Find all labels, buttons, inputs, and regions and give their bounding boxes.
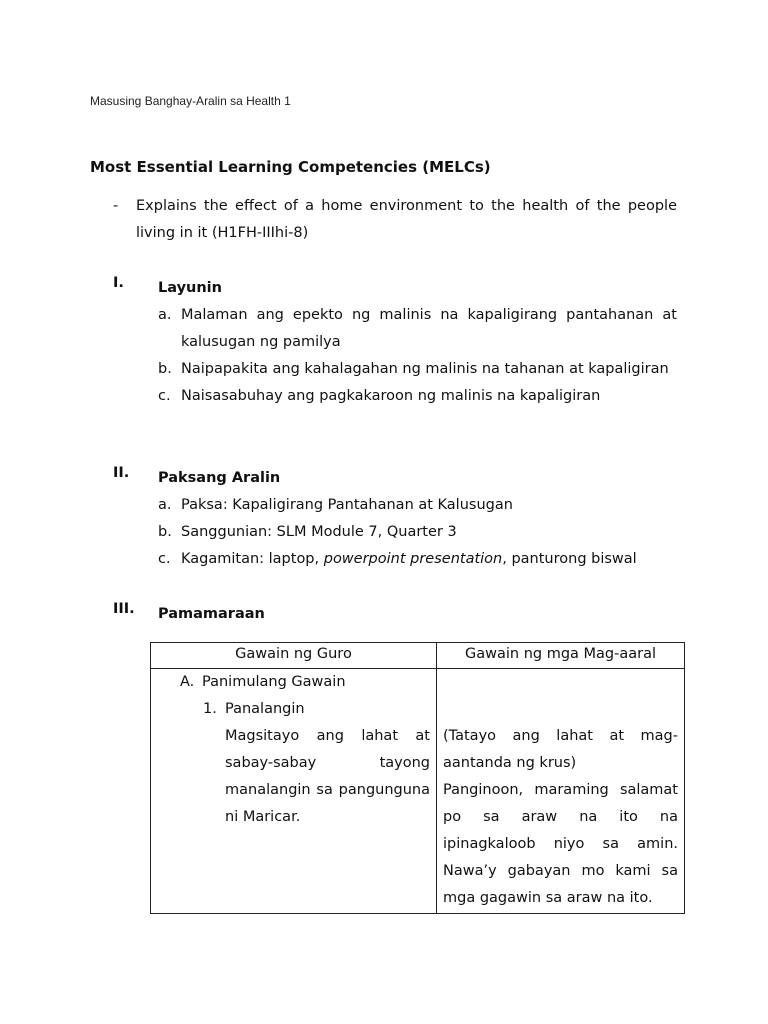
melc-item bbox=[113, 193, 677, 247]
teacher-cell bbox=[151, 669, 437, 914]
section-paksang-aralin bbox=[113, 465, 677, 573]
item-text-prefix: Kagamitan: laptop, bbox=[181, 551, 324, 567]
melc-title: Most Essential Learning Competencies (MELCs) bbox=[90, 158, 491, 176]
table-row bbox=[151, 669, 685, 914]
item-label: a. bbox=[158, 497, 172, 513]
teacher-instruction: Magsitayo ang lahat at sabay-sabay tayong manalangin sa pangunguna ni Maricar. bbox=[225, 728, 430, 825]
section-numeral: II. bbox=[113, 465, 130, 481]
item-label: c. bbox=[158, 388, 171, 404]
student-cell bbox=[437, 669, 685, 914]
item-text: Naisasabuhay ang pagkakaroon ng malinis na kapaligiran bbox=[181, 388, 601, 404]
objectives-list bbox=[113, 302, 677, 410]
item-label: c. bbox=[158, 551, 171, 567]
topic-list bbox=[113, 492, 677, 573]
section-numeral: III. bbox=[113, 601, 135, 617]
item-label: b. bbox=[158, 524, 172, 540]
item-text: Malaman ang epekto ng malinis na kapaligirang pantahanan at kalusugan ng pamilya bbox=[181, 307, 677, 350]
list-item bbox=[113, 383, 677, 410]
item-text-suffix: , panturong biswal bbox=[502, 551, 637, 567]
stage-label: A. bbox=[180, 674, 195, 690]
document-header: Masusing Banghay-Aralin sa Health 1 bbox=[90, 94, 291, 108]
list-item bbox=[113, 492, 677, 519]
list-item bbox=[113, 546, 677, 573]
item-text-emphasis: powerpoint presentation bbox=[323, 551, 503, 567]
list-item bbox=[113, 302, 677, 356]
item-label: b. bbox=[158, 361, 172, 377]
item-text: Sanggunian: SLM Module 7, Quarter 3 bbox=[181, 524, 457, 540]
section-layunin bbox=[113, 275, 677, 410]
column-header-teacher: Gawain ng Guro bbox=[151, 643, 437, 669]
section-numeral: I. bbox=[113, 275, 124, 291]
section-title: Paksang Aralin bbox=[158, 470, 281, 486]
step-heading bbox=[157, 696, 430, 723]
column-header-students: Gawain ng mga Mag-aaral bbox=[437, 643, 685, 669]
item-text: Paksa: Kapaligirang Pantahanan at Kalusugan bbox=[181, 497, 513, 513]
item-text: Naipapakita ang kahalagahan ng malinis na tahanan at kapaligiran bbox=[181, 361, 669, 377]
list-item bbox=[113, 519, 677, 546]
section-pamamaraan bbox=[113, 601, 677, 628]
melc-bullet: - bbox=[113, 198, 119, 214]
step-title: Panalangin bbox=[225, 701, 305, 717]
item-label: a. bbox=[158, 307, 172, 323]
student-response: (Tatayo ang lahat at mag-aantanda ng krus) bbox=[443, 728, 678, 771]
list-item bbox=[113, 356, 677, 383]
student-prayer: Panginoon, maraming salamat po sa araw na ito na ipinagkaloob niyo sa amin. Nawa’y gabayan mo kami sa mga gagawin sa araw na ito. bbox=[443, 782, 678, 906]
stage-title: Panimulang Gawain bbox=[202, 674, 346, 690]
procedure-table bbox=[150, 642, 685, 914]
section-title: Layunin bbox=[158, 280, 222, 296]
stage-heading bbox=[157, 669, 430, 696]
melc-text: Explains the effect of a home environment to the health of the people living in it (H1FH-IIIhi-8) bbox=[136, 198, 677, 241]
step-label: 1. bbox=[203, 701, 217, 717]
table-header-row bbox=[151, 643, 685, 669]
section-title: Pamamaraan bbox=[158, 606, 265, 622]
